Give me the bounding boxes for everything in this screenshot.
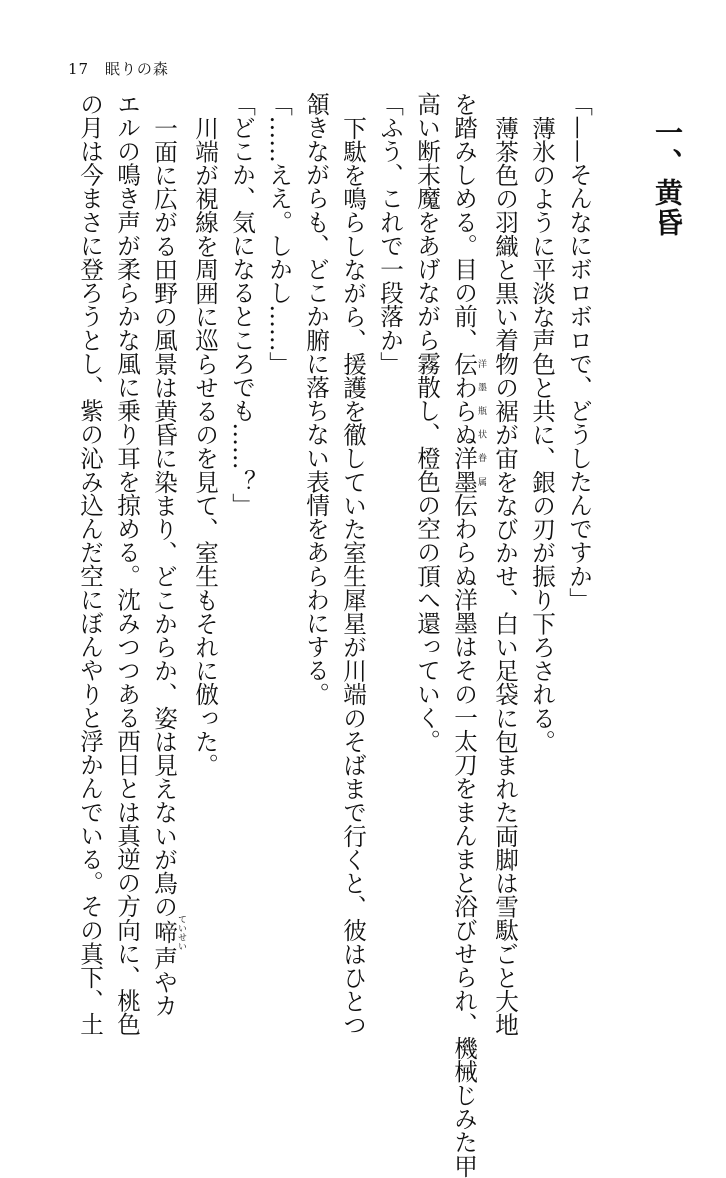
text-line: の月は今まさに登ろうとし、紫の沁み込んだ空にぼんやりと浮かんでいる。その真下、土 — [76, 92, 104, 1036]
text-line: 川端が視線を周囲に巡らせるのを見て、室生もそれに倣った。 — [191, 115, 219, 777]
page-number: 17 — [68, 60, 90, 78]
vertical-body-text — [71, 92, 686, 1178]
text-line: 「……ええ。しかし……」 — [265, 92, 293, 376]
text-line — [145, 92, 186, 1017]
running-title: 眠りの森 — [104, 60, 169, 78]
running-header — [68, 58, 169, 79]
ruby-annotated-text — [150, 914, 186, 950]
ruby-base: 伝わらぬ洋墨 — [450, 351, 478, 494]
text-line: 高い断末魔をあげながら霧散し、橙色の空の頂へ還っていく。 — [413, 92, 441, 753]
text-line — [445, 92, 486, 1178]
text-line: 「どこか、気になるところでも……？」 — [228, 92, 256, 517]
text-line: 「——そんなにボロボロで、どうしたんですか」 — [565, 92, 593, 612]
ruby-reading: 洋墨瓶状眷属 — [476, 351, 486, 494]
text-segment: 伝わらぬ洋墨はその一太刀をまんまと浴びせられ、機械じみた甲 — [450, 493, 478, 1178]
ruby-base: 啼 — [150, 914, 178, 950]
ruby-annotated-text — [450, 351, 486, 494]
ruby-reading: ていせい — [176, 914, 186, 950]
text-line: 薄茶色の羽織と黒い着物の裾が宙をなびかせ、白い足袋に包まれた両脚は雪駄ごと大地 — [491, 115, 519, 1036]
text-line: 薄氷のように平淡な声色と共に、銀の刃が振り下ろされる。 — [528, 115, 556, 753]
chapter-title: 一、黄昏 — [651, 118, 684, 238]
text-line: 「ふう、これで一段落か」 — [376, 92, 404, 376]
text-line: エルの鳴き声が柔らかな風に乗り耳を掠める。沈みつつある西日とは真逆の方向に、桃色 — [113, 92, 141, 1036]
text-line: 頷きながらも、どこか腑に落ちない表情をあらわにする。 — [302, 92, 330, 706]
text-line: 下駄を鳴らしながら、援護を徹していた室生犀星が川端のそばまで行くと、彼はひとつ — [339, 115, 367, 1036]
text-segment: を踏みしめる。目の前、 — [450, 92, 478, 352]
text-segment: 声やカ — [150, 945, 178, 1017]
text-segment: 一面に広がる田野の風景は黄昏に染まり、どこからか、姿は見えないが鳥の — [150, 115, 178, 918]
